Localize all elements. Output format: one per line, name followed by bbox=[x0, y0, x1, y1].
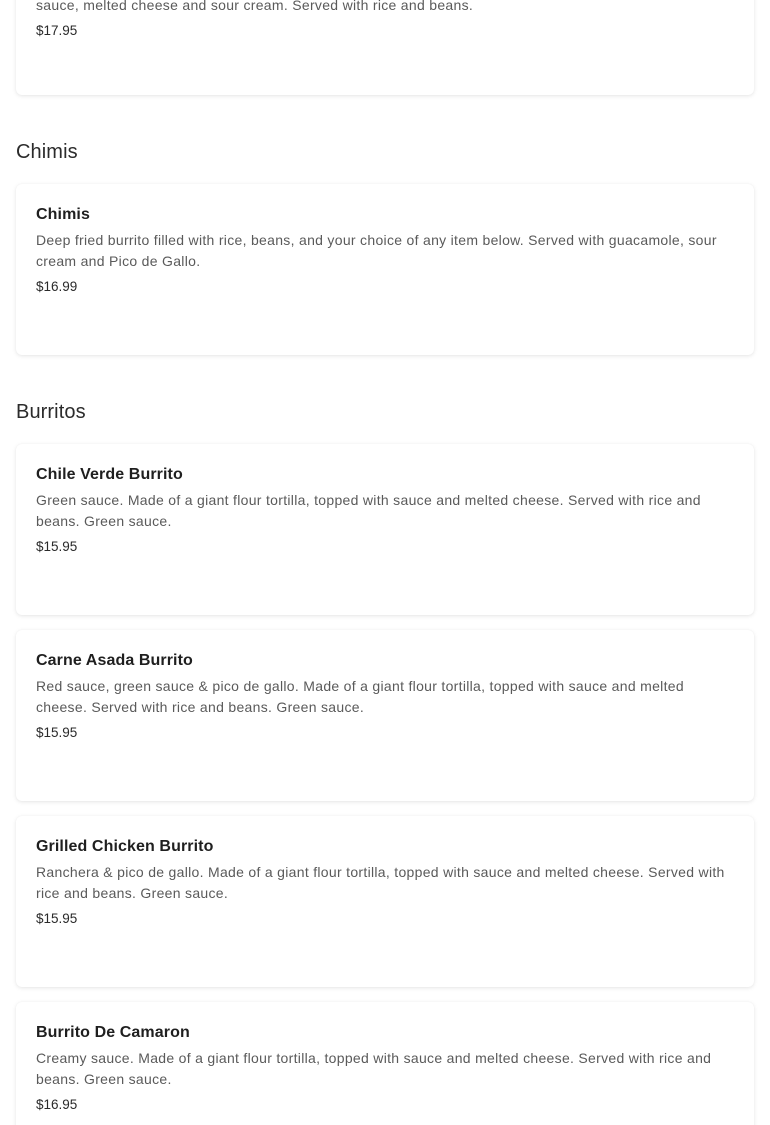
menu-item-name: Burrito De Camaron bbox=[36, 1024, 190, 1041]
menu-item-description: Green sauce. Made of a giant flour tortilla, topped with sauce and melted cheese. Served with rice and beans. Green sauce. bbox=[36, 492, 701, 529]
menu-item-card[interactable] bbox=[16, 444, 754, 615]
menu-item-name: Carne Asada Burrito bbox=[36, 652, 193, 669]
menu-item-description: Deep fried burrito filled with rice, beans, and your choice of any item below. Served with guacamole, sour cream and Pico de Gallo. bbox=[36, 232, 717, 269]
menu-item-card[interactable] bbox=[16, 184, 754, 355]
menu-item-name: Chile Verde Burrito bbox=[36, 466, 183, 483]
menu-item-card[interactable] bbox=[16, 1002, 754, 1125]
menu-item-description: Creamy sauce. Made of a giant flour tortilla, topped with sauce and melted cheese. Served with rice and beans. Green sauce. bbox=[36, 1050, 712, 1087]
menu-item-name: Grilled Chicken Burrito bbox=[36, 838, 214, 855]
menu-item-card[interactable] bbox=[16, 816, 754, 987]
menu-item-description: sauce, melted cheese and sour cream. Served with rice and beans. bbox=[36, 0, 474, 13]
menu-item-price: $15.95 bbox=[36, 911, 78, 926]
menu-item-description: Ranchera & pico de gallo. Made of a giant flour tortilla, topped with sauce and melted cheese. Served with rice and beans. Green sauce. bbox=[36, 864, 725, 901]
menu-item-price: $15.95 bbox=[36, 539, 78, 554]
menu-item-description: Red sauce, green sauce & pico de gallo. Made of a giant flour tortilla, topped with sauce and melted cheese. Served with rice and beans. Green sauce. bbox=[36, 678, 684, 715]
menu-item-price: $16.99 bbox=[36, 279, 78, 294]
menu-item-price: $15.95 bbox=[36, 725, 78, 740]
menu-item-name: Chimis bbox=[36, 206, 90, 223]
menu-item-price: $16.95 bbox=[36, 1097, 78, 1112]
menu-item-price: $17.95 bbox=[36, 23, 78, 38]
menu-item-card[interactable] bbox=[16, 630, 754, 801]
section-title-burritos: Burritos bbox=[16, 401, 86, 423]
section-title-chimis: Chimis bbox=[16, 141, 78, 163]
menu-item-card[interactable] bbox=[16, 0, 754, 95]
